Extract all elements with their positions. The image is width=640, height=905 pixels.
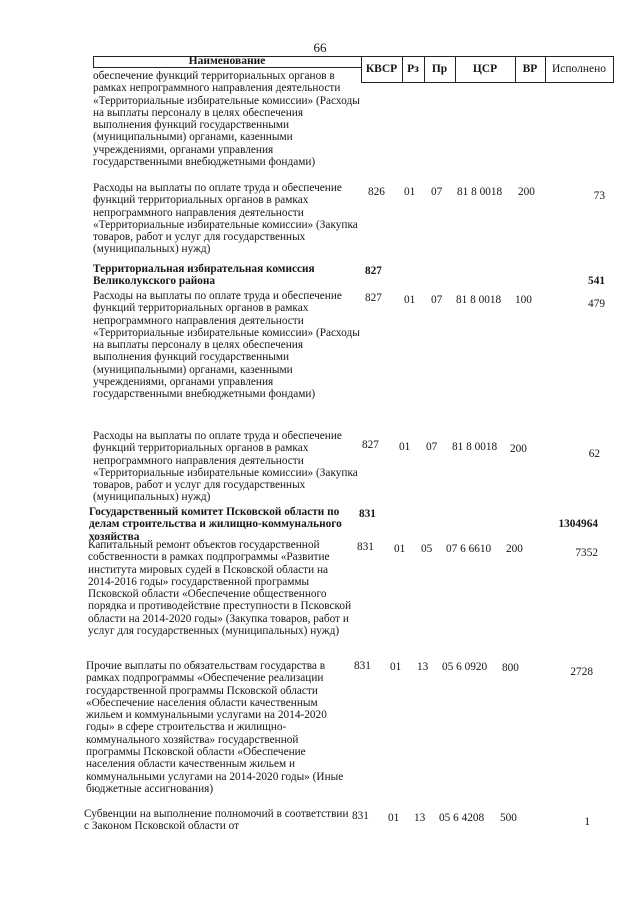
vr-cell: 200 xyxy=(518,186,535,198)
csr-cell: 81 8 0018 xyxy=(452,441,498,453)
column-header-rz: Рз xyxy=(407,63,419,75)
pr-cell: 07 xyxy=(426,441,438,453)
pr-cell: 13 xyxy=(414,812,426,824)
rz-cell: 01 xyxy=(388,812,400,824)
row-description: Расходы на выплаты по оплате труда и обеспечение функций территориальных органов в рамках непрограммного направления деятельности «Территориальные избирательные комиссии» (Расходы на выплаты персоналу в целях обеспечения выполнения функций государственными (муниципальными) органами, казенными учреждениями, органами управления государственными внебюджетными фондами) xyxy=(93,290,360,401)
kvsr-cell: 827 xyxy=(365,292,382,304)
pr-cell: 05 xyxy=(421,543,433,555)
column-header-vr: ВР xyxy=(522,63,538,75)
column-header-csr: ЦСР xyxy=(472,63,498,75)
pr-cell: 13 xyxy=(417,661,429,673)
csr-cell: 05 6 0920 xyxy=(442,661,488,673)
kvsr-cell: 831 xyxy=(357,541,374,553)
csr-cell: 05 6 4208 xyxy=(439,812,485,824)
rz-cell: 01 xyxy=(404,294,416,306)
row-description: Государственный комитет Псковской области по делам строительства и жилищно-коммунального хозяйства xyxy=(89,506,342,543)
row-description: Территориальная избирательная комиссия Великолукского района xyxy=(93,263,315,288)
row-description: Прочие выплаты по обязательствам государства в рамках подпрограммы «Обеспечение реализации государственной программы Псковской области «Обеспечение населения области качественным жильем и коммунальными услугами на 2014-2020 годы» в сфере строительства и жилищно-коммунального хозяйства» государственной программы Псковской области «Обеспечение населения области качественным жильем и коммунальными услугами на 2014-2020 годы» (Иные бюджетные ассигнования) xyxy=(86,660,344,795)
kvsr-cell: 831 xyxy=(359,508,376,520)
done-cell: 1304964 xyxy=(558,518,598,530)
vr-cell: 200 xyxy=(510,443,527,455)
vr-cell: 500 xyxy=(500,812,517,824)
pr-cell: 07 xyxy=(431,186,443,198)
vr-cell: 800 xyxy=(502,662,519,674)
vr-cell: 200 xyxy=(506,543,523,555)
column-header-name: Наименование xyxy=(188,55,266,67)
done-cell: 541 xyxy=(588,275,605,287)
rz-cell: 01 xyxy=(394,543,406,555)
done-cell: 479 xyxy=(588,298,605,310)
rz-cell: 01 xyxy=(399,441,411,453)
csr-cell: 81 8 0018 xyxy=(456,294,502,306)
kvsr-cell: 826 xyxy=(368,186,385,198)
done-cell: 2728 xyxy=(570,666,593,678)
row-description: Расходы на выплаты по оплате труда и обеспечение функций территориальных органов в рамках непрограммного направления деятельности «Территориальные избирательные комиссии» (Закупка товаров, работ и услуг для государственных (муниципальных) нужд) xyxy=(93,182,358,256)
page-number: 66 xyxy=(313,40,327,55)
rz-cell: 01 xyxy=(390,661,402,673)
row-description: обеспечение функций территориальных органов в рамках непрограммного направления деятельности «Территориальные избирательные комиссии» (Расходы на выплаты персоналу в целях обеспечения выполнения функций государственными (муниципальными) органами, казенными учреждениями, органами управления государственными внебюджетными фондами) xyxy=(93,70,360,169)
done-cell: 73 xyxy=(593,190,605,202)
done-cell: 62 xyxy=(588,448,600,460)
kvsr-cell: 831 xyxy=(352,810,369,822)
kvsr-cell: 827 xyxy=(362,439,379,451)
column-header-kvsr: КВСР xyxy=(365,63,398,75)
csr-cell: 81 8 0018 xyxy=(457,186,503,198)
row-description: Субвенции на выполнение полномочий в соответствии с Законом Псковской области от xyxy=(84,808,349,833)
csr-cell: 07 6 6610 xyxy=(446,543,492,555)
vr-cell: 100 xyxy=(515,294,532,306)
done-cell: 1 xyxy=(584,816,590,828)
row-description: Капитальный ремонт объектов государственной собственности в рамках подпрограммы «Развитие института мировых судей в Псковской области на 2014-2016 годы» государственной программы Псковской области «Обеспечение общественного порядка и противодействие преступности в Псковской области на 2014-2020 годы» (Закупка товаров, работ и услуг для государственных (муниципальных) нужд) xyxy=(88,539,352,638)
column-header-done: Исполнено xyxy=(551,63,607,75)
rz-cell: 01 xyxy=(404,186,416,198)
pr-cell: 07 xyxy=(431,294,443,306)
kvsr-cell: 831 xyxy=(354,660,371,672)
row-description: Расходы на выплаты по оплате труда и обеспечение функций территориальных органов в рамках непрограммного направления деятельности «Территориальные избирательные комиссии» (Закупка товаров, работ и услуг для государственных (муниципальных) нужд) xyxy=(93,430,358,504)
column-header-pr: Пр xyxy=(431,63,448,75)
done-cell: 7352 xyxy=(575,547,598,559)
kvsr-cell: 827 xyxy=(365,265,382,277)
